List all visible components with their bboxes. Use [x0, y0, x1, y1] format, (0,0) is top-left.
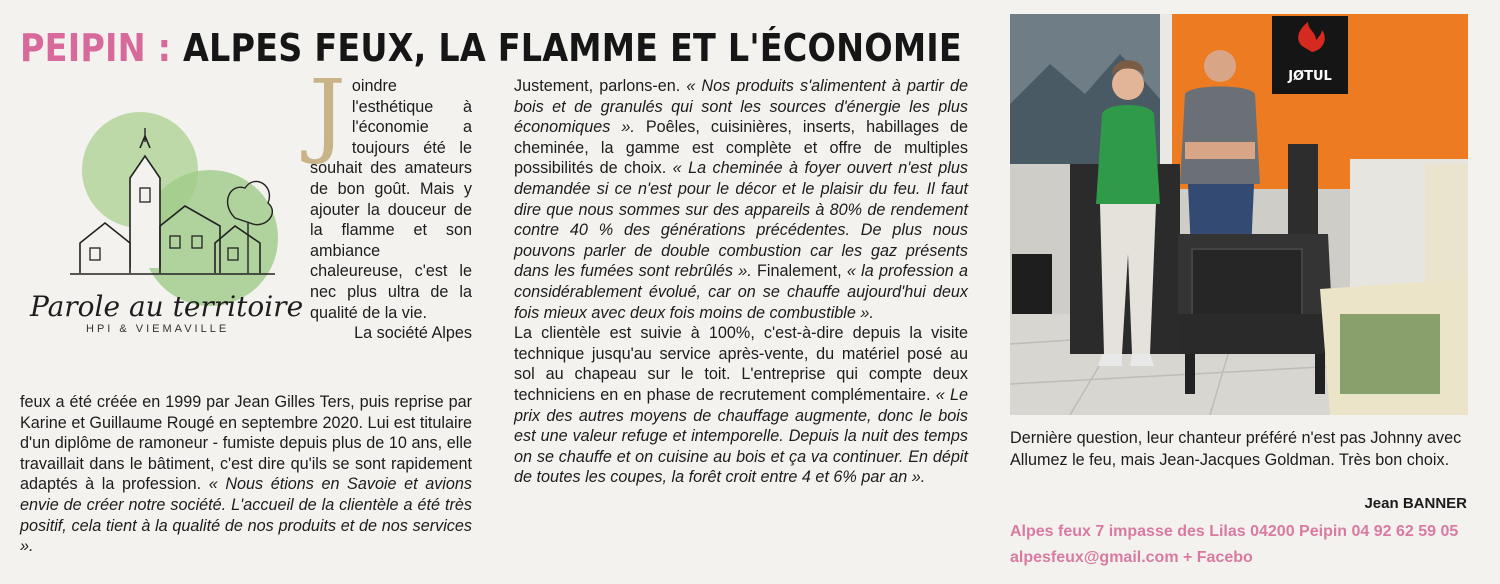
jotul-sign-text: JØTUL — [1288, 69, 1332, 84]
headline-title: ALPES FEUX, LA FLAMME ET L'ÉCONOMIE — [183, 26, 962, 70]
shop-photo — [1010, 14, 1468, 415]
contact-info: Alpes feux 7 impasse des Lilas 04200 Peipin 04 92 62 59 05 alpesfeux@gmail.com + Facebo — [1010, 523, 1459, 566]
article-text: Finalement, — [757, 262, 842, 281]
article-text: La clientèle est suivie à 100%, c'est-à-dire depuis la visite technique jusqu'au service après-vente, du matériel posé au sol au chapeau sur le toit. L'entreprise qui compte deux techniciens en en phase de recrutement complémentaire. — [514, 324, 968, 404]
article-text: Poêles, cuisinières, inserts, habillages de cheminée, la gamme est complète et offre de multiples possibilités de choix. — [514, 118, 969, 178]
article-quote: « la profession a considérablement évolué, car on se chauffe aujourd'hui deux fois mieux avec deux fois moins de combustible ». — [514, 262, 968, 322]
dropcap: J — [309, 60, 346, 167]
article-lead: oindre l'esthétique à l'économie a toujours été le souhait des amateurs de bon goût. Mais y ajouter la douceur de la flamme et son ambiance chaleureuse, c'est le nec plus ultra de la qualité de la vie. — [310, 77, 472, 322]
headline-place: PEIPIN — [20, 26, 146, 70]
article-quote: « Nos produits s'alimentent à partir de bois et de granulés qui sont les sources d'énergie les plus économiques ». — [514, 77, 968, 137]
article-column-1-top — [309, 60, 472, 344]
author-signature: Jean BANNER — [1364, 495, 1467, 512]
headline-separator: : — [157, 26, 172, 70]
article-column-2 — [514, 76, 968, 488]
article-paragraph-start: La société Alpes — [354, 324, 472, 343]
article-quote: « La cheminée à foyer ouvert n'est plus demandée si ce n'est pour le décor et le plaisir du feu. Il faut dire que nous sommes sur des appareils à 80% de rendement contre 40 % des générations précédentes. De plus nous pouvons parler de double combustion car les gaz présents dans les fumées sont rebrûlés ». — [514, 159, 969, 281]
photo-caption: Dernière question, leur chanteur préféré n'est pas Johnny avec Allumez le feu, mais Jean-Jacques Goldman. Très bon choix. — [1010, 429, 1462, 469]
article-quote: « Le prix des autres moyens de chauffage augmente, donc le bois est une valeur refuge et intemporelle. Depuis la nuit des temps on se chauffe et on cuisine au bois et ça va continuer. En dépit de toutes les coupes, la forêt croit entre 4 et 6% par an ». — [514, 385, 968, 487]
logo-caption: Parole au territoire — [30, 290, 304, 323]
headline — [20, 26, 962, 70]
article-text: Justement, parlons-en. — [514, 77, 681, 95]
article-quote: « Nous étions en Savoie et avions envie de créer notre société. L'accueil de la clientèle a été très positif, cela tient à la qualité de nos produits et de nos services ». — [20, 475, 473, 556]
article-column-1-bottom — [20, 392, 472, 557]
article-paragraph: feux a été créée en 1999 par Jean Gilles Ters, puis reprise par Karine et Guillaume Rougé en septembre 2020. Lui est titulaire d'un diplôme de ramoneur - fumiste depuis plus de 10 ans, elle travaillait dans le bâtiment, c'est dire qu'ils se sont rapidement adaptés à la profession. — [20, 393, 472, 494]
logo-subtitle: HPI & VIEMAVILLE — [86, 323, 230, 335]
